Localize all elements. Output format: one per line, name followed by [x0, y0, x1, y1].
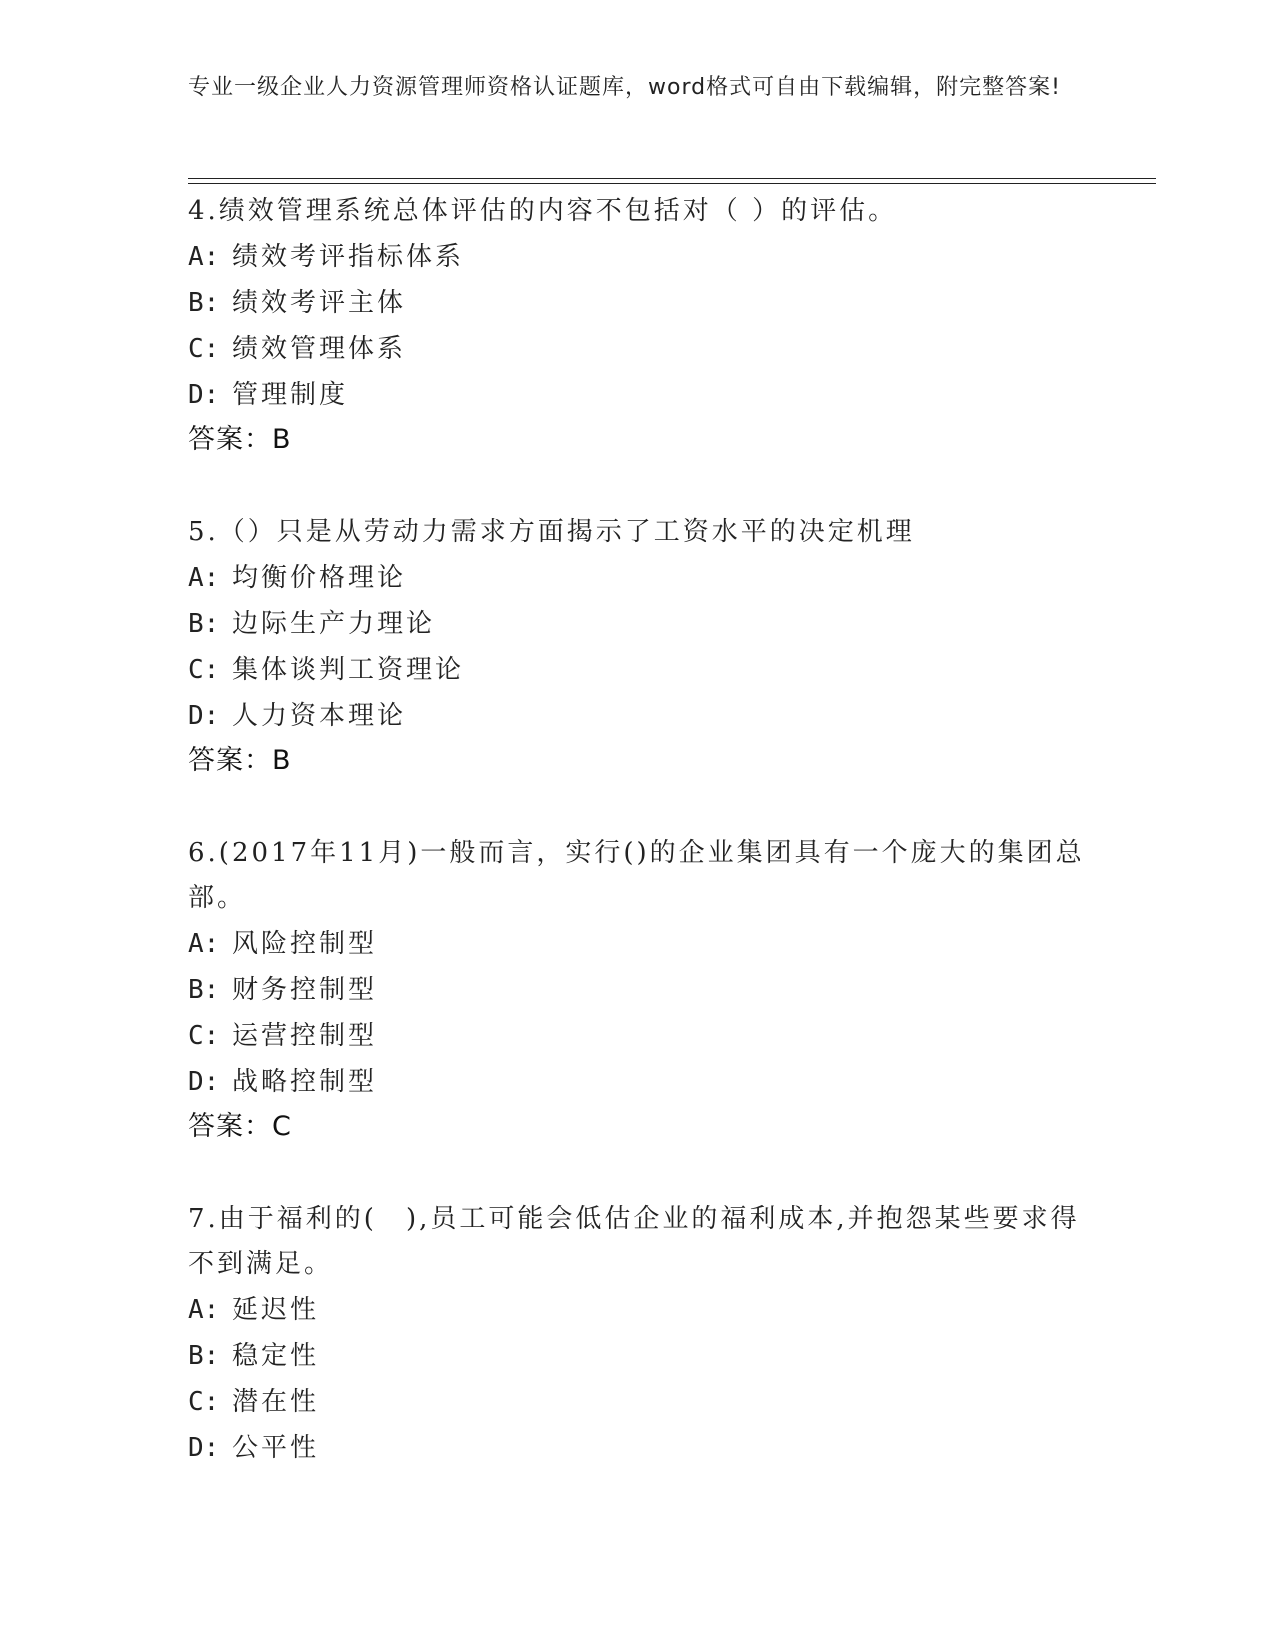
option-key: C: — [188, 1021, 220, 1051]
answer-value: B — [272, 745, 292, 776]
answer-value: B — [272, 424, 292, 455]
header-divider-top — [188, 178, 1156, 179]
header-note: 专业一级企业人力资源管理师资格认证题库，word格式可自由下载编辑，附完整答案! — [188, 75, 1061, 100]
question-spacer — [188, 1149, 1088, 1196]
answer-label: 答案： — [188, 1111, 272, 1142]
option-d — [188, 1425, 1088, 1471]
option-text: 运营控制型 — [232, 1021, 378, 1051]
option-text: 潜在性 — [232, 1387, 320, 1417]
question-spacer — [188, 462, 1088, 509]
option-key: C: — [188, 655, 220, 685]
answer-label: 答案： — [188, 745, 272, 776]
question-list — [188, 188, 1088, 1471]
option-key: C: — [188, 334, 220, 364]
option-text: 集体谈判工资理论 — [232, 655, 465, 685]
option-key: A: — [188, 563, 220, 593]
option-d — [188, 1059, 1088, 1105]
option-text: 公平性 — [232, 1433, 320, 1463]
option-b — [188, 1333, 1088, 1379]
question-stem: 4.绩效管理系统总体评估的内容不包括对（ ）的评估。 — [188, 196, 898, 226]
option-text: 均衡价格理论 — [232, 563, 407, 593]
question-6 — [188, 830, 1088, 1149]
option-key: D: — [188, 380, 220, 410]
question-stem: 5.（）只是从劳动力需求方面揭示了工资水平的决定机理 — [188, 517, 915, 547]
option-c — [188, 647, 1088, 693]
option-b — [188, 601, 1088, 647]
option-text: 稳定性 — [232, 1341, 320, 1371]
option-a — [188, 921, 1088, 967]
option-key: B: — [188, 609, 220, 639]
option-b — [188, 967, 1088, 1013]
option-key: A: — [188, 929, 220, 959]
option-c — [188, 326, 1088, 372]
option-c — [188, 1013, 1088, 1059]
option-b — [188, 280, 1088, 326]
option-key: B: — [188, 288, 220, 318]
question-spacer — [188, 783, 1088, 830]
option-a — [188, 234, 1088, 280]
option-text: 战略控制型 — [232, 1067, 378, 1097]
option-text: 绩效考评指标体系 — [232, 242, 465, 272]
option-text: 人力资本理论 — [232, 701, 407, 731]
option-text: 管理制度 — [232, 380, 349, 410]
option-key: A: — [188, 1295, 220, 1325]
option-text: 财务控制型 — [232, 975, 378, 1005]
option-key: B: — [188, 975, 220, 1005]
answer-value: C — [272, 1111, 292, 1142]
question-4 — [188, 188, 1088, 462]
option-d — [188, 693, 1088, 739]
question-stem: 6.(2017年11月)一般而言，实行()的企业集团具有一个庞大的集团总部。 — [188, 838, 1085, 913]
header-divider-bottom — [188, 183, 1156, 184]
option-text: 风险控制型 — [232, 929, 378, 959]
option-key: C: — [188, 1387, 220, 1417]
option-key: D: — [188, 1067, 220, 1097]
option-text: 边际生产力理论 — [232, 609, 436, 639]
option-a — [188, 555, 1088, 601]
answer-line — [188, 739, 1088, 783]
option-key: D: — [188, 1433, 220, 1463]
option-d — [188, 372, 1088, 418]
answer-label: 答案： — [188, 424, 272, 455]
option-text: 绩效考评主体 — [232, 288, 407, 318]
option-key: B: — [188, 1341, 220, 1371]
option-key: A: — [188, 242, 220, 272]
option-c — [188, 1379, 1088, 1425]
answer-line — [188, 418, 1088, 462]
question-stem: 7.由于福利的( ),员工可能会低估企业的福利成本,并抱怨某些要求得不到满足。 — [188, 1204, 1080, 1279]
question-7 — [188, 1196, 1088, 1471]
option-a — [188, 1287, 1088, 1333]
answer-line — [188, 1105, 1088, 1149]
question-5 — [188, 509, 1088, 783]
option-text: 延迟性 — [232, 1295, 320, 1325]
option-key: D: — [188, 701, 220, 731]
option-text: 绩效管理体系 — [232, 334, 407, 364]
